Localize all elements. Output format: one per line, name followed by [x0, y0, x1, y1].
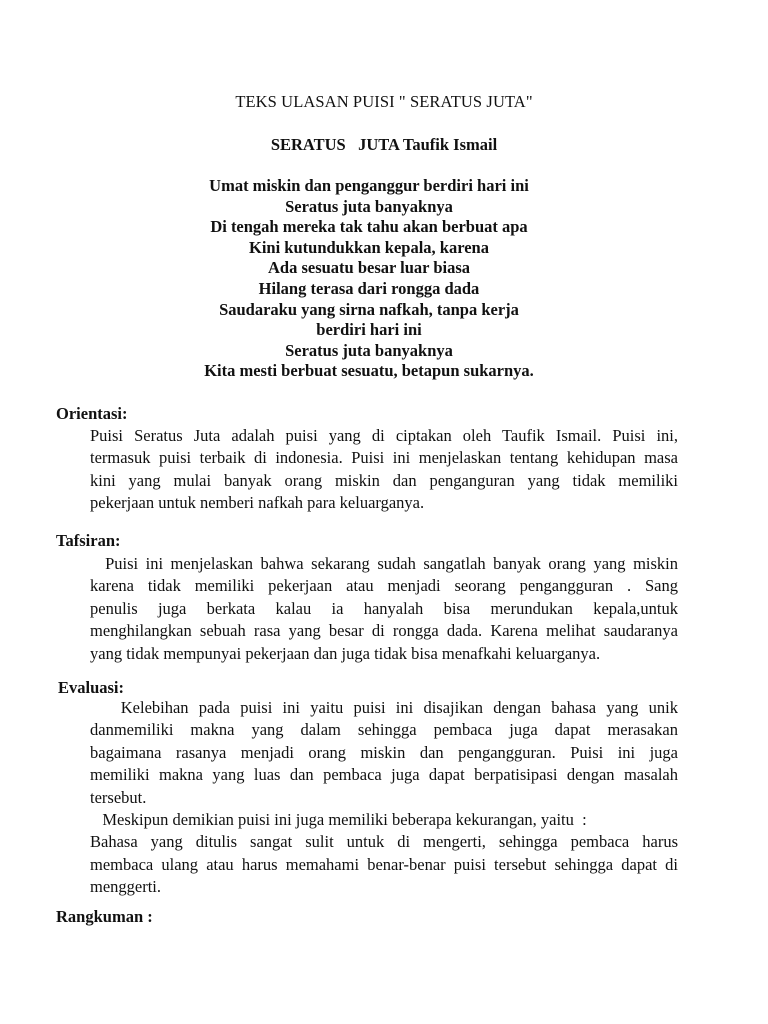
paragraph-line: membaca ulang atau harus memahami benar-benar puisi tersebut sehingga dapat di	[90, 854, 678, 874]
paragraph-line: tersebut.	[90, 787, 147, 807]
paragraph-line: Puisi ini menjelaskan bahwa sekarang sudah sangatlah banyak orang yang miskin	[90, 554, 678, 573]
poem-line: Seratus juta banyaknya	[285, 340, 453, 360]
paragraph-line: termasuk puisi terbaik di indonesia. Puisi ini menjelaskan tentang kehidupan masa	[90, 448, 678, 468]
poem-line: Kita mesti berbuat sesuatu, betapun sukarnya.	[204, 361, 534, 381]
paragraph-line: menghilangkan sebuah rasa yang besar di rongga dada. Karena melihat saudaranya	[90, 621, 678, 641]
paragraph-line: kini yang mulai banyak orang miskin dan penganguran yang tidak memiliki	[90, 470, 678, 490]
section-heading-tafsiran: Tafsiran:	[56, 531, 121, 550]
section-heading-orientasi: Orientasi:	[56, 404, 128, 423]
section-heading-rangkuman: Rangkuman :	[56, 907, 153, 926]
poem-body	[0, 176, 738, 382]
paragraph-line: Bahasa yang ditulis sangat sulit untuk di mengerti, sehingga pembaca harus	[90, 832, 678, 852]
paragraph-line: Puisi Seratus Juta adalah puisi yang di ciptakan oleh Taufik Ismail. Puisi ini,	[90, 426, 678, 445]
poem-line: Saudaraku yang sirna nafkah, tanpa kerja	[219, 299, 519, 319]
paragraph-line: yang tidak mempunyai pekerjaan dan juga tidak bisa menafkahi keluarganya.	[90, 643, 601, 663]
section-body-tafsiran	[90, 553, 678, 665]
paragraph-line: memiliki makna yang luas dan pembaca juga dapat berpatisipasi dengan masalah	[90, 765, 678, 785]
paragraph-line: Meskipun demikian puisi ini juga memiliki beberapa kekurangan, yaitu :	[90, 810, 587, 830]
poem-line: Ada sesuatu besar luar biasa	[267, 258, 471, 278]
poem-line: Seratus juta banyaknya	[285, 196, 453, 216]
section-body-evaluasi	[90, 697, 678, 899]
poem-line: Di tengah mereka tak tahu akan berbuat apa	[210, 217, 528, 237]
paragraph-line: pekerjaan untuk nemberi nafkah para keluarganya.	[90, 493, 425, 513]
poem-line: berdiri hari ini	[316, 320, 422, 340]
poem-line: Umat miskin dan penganggur berdiri hari ini	[209, 176, 529, 195]
paragraph-line: danmemiliki makna yang dalam sehingga pembaca juga dapat merasakan	[90, 720, 678, 740]
paragraph-line: menggerti.	[90, 877, 162, 897]
paragraph-line: bagaimana rasanya menjadi orang miskin dan pengangguran. Puisi ini juga	[90, 742, 678, 762]
section-body-orientasi	[90, 425, 678, 515]
document-title: TEKS ULASAN PUISI " SERATUS JUTA"	[235, 92, 533, 111]
poem-line: Hilang terasa dari rongga dada	[258, 278, 480, 298]
section-heading-evaluasi: Evaluasi:	[58, 678, 125, 697]
paragraph-line: penulis juga berkata kalau ia hanyalah bisa merundukan kepala,untuk	[90, 598, 678, 618]
paragraph-line: Kelebihan pada puisi ini yaitu puisi ini disajikan dengan bahasa yang unik	[90, 698, 678, 717]
poem-line: Kini kutundukkan kepala, karena	[249, 237, 489, 257]
poem-title: SERATUS JUTA Taufik Ismail	[270, 135, 498, 154]
paragraph-line: karena tidak memiliki pekerjaan atau menjadi seorang pengangguran . Sang	[90, 576, 678, 596]
